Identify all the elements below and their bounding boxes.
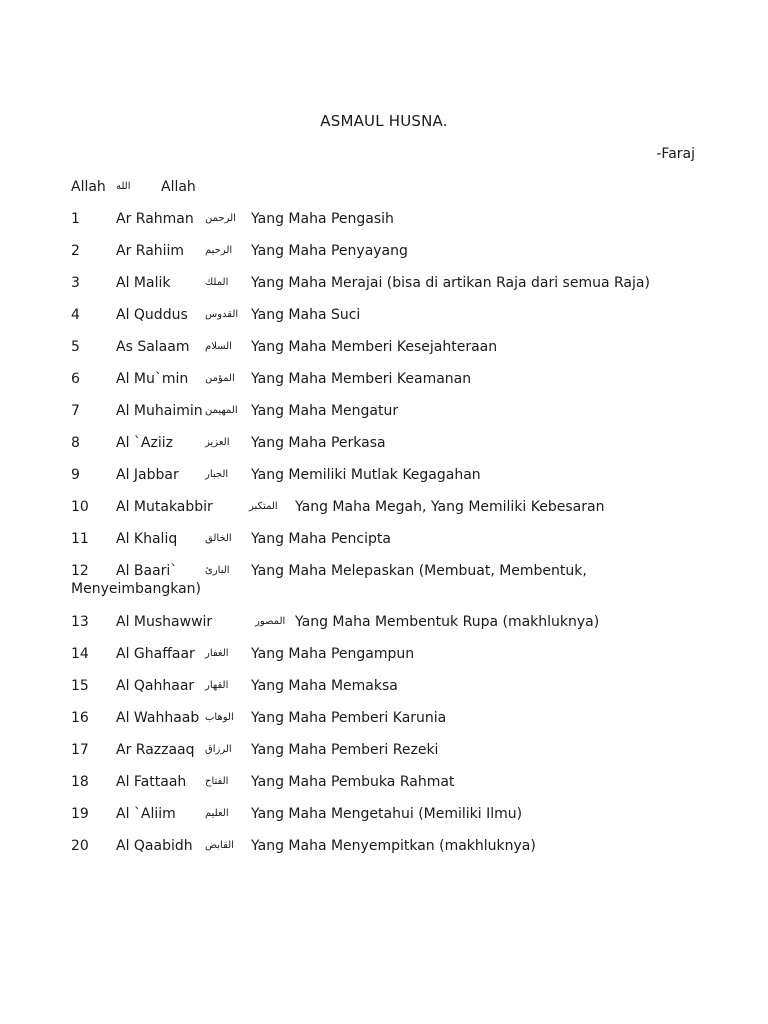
item-arabic-name: الخالق — [205, 533, 232, 544]
allah-label: Allah — [71, 179, 106, 195]
item-latin-name: Al Muhaimin — [116, 403, 203, 419]
item-meaning: Yang Maha Megah, Yang Memiliki Kebesaran — [295, 499, 605, 515]
item-arabic-name: المؤمن — [205, 373, 235, 384]
item-number: 10 — [71, 499, 89, 515]
item-latin-name: Al Quddus — [116, 307, 188, 323]
item-number: 13 — [71, 614, 89, 630]
item-number: 17 — [71, 742, 89, 758]
list-item — [71, 805, 711, 827]
item-arabic-name: المتكبر — [249, 501, 278, 512]
item-number: 7 — [71, 403, 80, 419]
item-latin-name: Ar Razzaaq — [116, 742, 195, 758]
item-number: 20 — [71, 838, 89, 854]
list-item — [71, 402, 711, 424]
item-number: 15 — [71, 678, 89, 694]
item-latin-name: Al Khaliq — [116, 531, 178, 547]
item-arabic-name: المهيمن — [205, 405, 238, 416]
page-title: ASMAUL HUSNA. — [320, 112, 448, 130]
item-arabic-name: البارئ — [205, 565, 230, 576]
item-number: 16 — [71, 710, 89, 726]
item-meaning: Yang Maha Pengampun — [251, 646, 415, 662]
item-number: 5 — [71, 339, 80, 355]
item-latin-name: Ar Rahiim — [116, 243, 185, 259]
item-meaning: Yang Maha Memberi Keamanan — [251, 371, 472, 387]
item-arabic-name: القدوس — [205, 309, 239, 320]
item-meaning: Yang Maha Pengasih — [251, 211, 394, 227]
item-meaning: Yang Maha Mengetahui (Memiliki Ilmu) — [251, 806, 523, 822]
item-number: 12 — [71, 563, 89, 579]
item-latin-name: Al Jabbar — [116, 467, 179, 483]
item-number: 19 — [71, 806, 89, 822]
item-latin-name: As Salaam — [116, 339, 190, 355]
item-number: 14 — [71, 646, 89, 662]
item-arabic-name: المصور — [255, 616, 286, 627]
item-number: 18 — [71, 774, 89, 790]
item-meaning: Yang Maha Perkasa — [251, 435, 386, 451]
list-item — [71, 773, 711, 795]
item-meaning: Yang Maha Melepaskan (Membuat, Membentuk, — [251, 563, 587, 579]
item-number: 3 — [71, 275, 80, 291]
list-item — [71, 530, 711, 552]
list-item — [71, 741, 711, 763]
list-item — [71, 434, 711, 456]
item-number: 2 — [71, 243, 80, 259]
item-meaning: Yang Maha Pemberi Rezeki — [251, 742, 439, 758]
list-item — [71, 709, 711, 731]
item-latin-name: Al Malik — [116, 275, 171, 291]
item-latin-name: Al Qahhaar — [116, 678, 195, 694]
item-arabic-name: العليم — [205, 808, 229, 819]
item-number: 11 — [71, 531, 89, 547]
item-arabic-name: القهار — [205, 680, 229, 691]
item-arabic-name: الفتاح — [205, 776, 229, 787]
allah-arabic: الله — [116, 181, 131, 192]
item-latin-name: Al Mu`min — [116, 371, 189, 387]
item-number: 9 — [71, 467, 80, 483]
item-arabic-name: الوهاب — [205, 712, 234, 723]
item-meaning: Yang Maha Memberi Kesejahteraan — [251, 339, 498, 355]
item-number: 8 — [71, 435, 80, 451]
item-meaning: Yang Maha Membentuk Rupa (makhluknya) — [295, 614, 600, 630]
list-item — [71, 466, 711, 488]
item-latin-name: Al Baari` — [116, 563, 178, 579]
item-arabic-name: الغفار — [205, 648, 229, 659]
list-item — [71, 677, 711, 699]
list-item — [71, 613, 711, 635]
item-meaning: Yang Maha Menyempitkan (makhluknya) — [251, 838, 536, 854]
item-latin-name: Al `Aliim — [116, 806, 176, 822]
list-item — [71, 210, 711, 232]
item-meaning: Yang Maha Penyayang — [251, 243, 408, 259]
item-meaning: Yang Maha Pemberi Karunia — [251, 710, 447, 726]
item-number: 1 — [71, 211, 80, 227]
item-arabic-name: القابض — [205, 840, 234, 851]
item-arabic-name: السلام — [205, 341, 232, 352]
item-arabic-name: الرزاق — [205, 744, 232, 755]
item-arabic-name: العزيز — [205, 437, 230, 448]
item-arabic-name: الجبار — [205, 469, 229, 480]
list-item — [71, 242, 711, 264]
item-latin-name: Al Fattaah — [116, 774, 187, 790]
allah-row — [71, 178, 711, 200]
item-latin-name: Ar Rahman — [116, 211, 194, 227]
item-latin-name: Al Qaabidh — [116, 838, 193, 854]
item-latin-name: Al Mushawwir — [116, 614, 213, 630]
item-latin-name: Al Ghaffaar — [116, 646, 195, 662]
item-number: 6 — [71, 371, 80, 387]
item-meaning-continuation: Menyeimbangkan) — [71, 581, 201, 597]
item-arabic-name: الرحمن — [205, 213, 236, 224]
item-number: 4 — [71, 307, 80, 323]
list-item — [71, 274, 711, 296]
item-meaning: Yang Maha Pencipta — [251, 531, 391, 547]
list-item — [71, 645, 711, 667]
list-item — [71, 306, 711, 328]
item-meaning: Yang Maha Memaksa — [251, 678, 398, 694]
item-latin-name: Al `Aziiz — [116, 435, 173, 451]
item-latin-name: Al Wahhaab — [116, 710, 200, 726]
author-line: -Faraj — [656, 146, 695, 162]
item-meaning: Yang Memiliki Mutlak Kegagahan — [251, 467, 481, 483]
item-meaning: Yang Maha Suci — [251, 307, 361, 323]
list-item — [71, 338, 711, 360]
item-meaning: Yang Maha Merajai (bisa di artikan Raja dari semua Raja) — [251, 275, 650, 291]
item-meaning: Yang Maha Mengatur — [251, 403, 399, 419]
list-item — [71, 837, 711, 859]
list-item — [71, 370, 711, 392]
list-item — [71, 498, 711, 520]
item-meaning: Yang Maha Pembuka Rahmat — [251, 774, 455, 790]
item-arabic-name: الملك — [205, 277, 229, 288]
item-arabic-name: الرحيم — [205, 245, 233, 256]
allah-meaning: Allah — [161, 179, 196, 195]
item-latin-name: Al Mutakabbir — [116, 499, 213, 515]
